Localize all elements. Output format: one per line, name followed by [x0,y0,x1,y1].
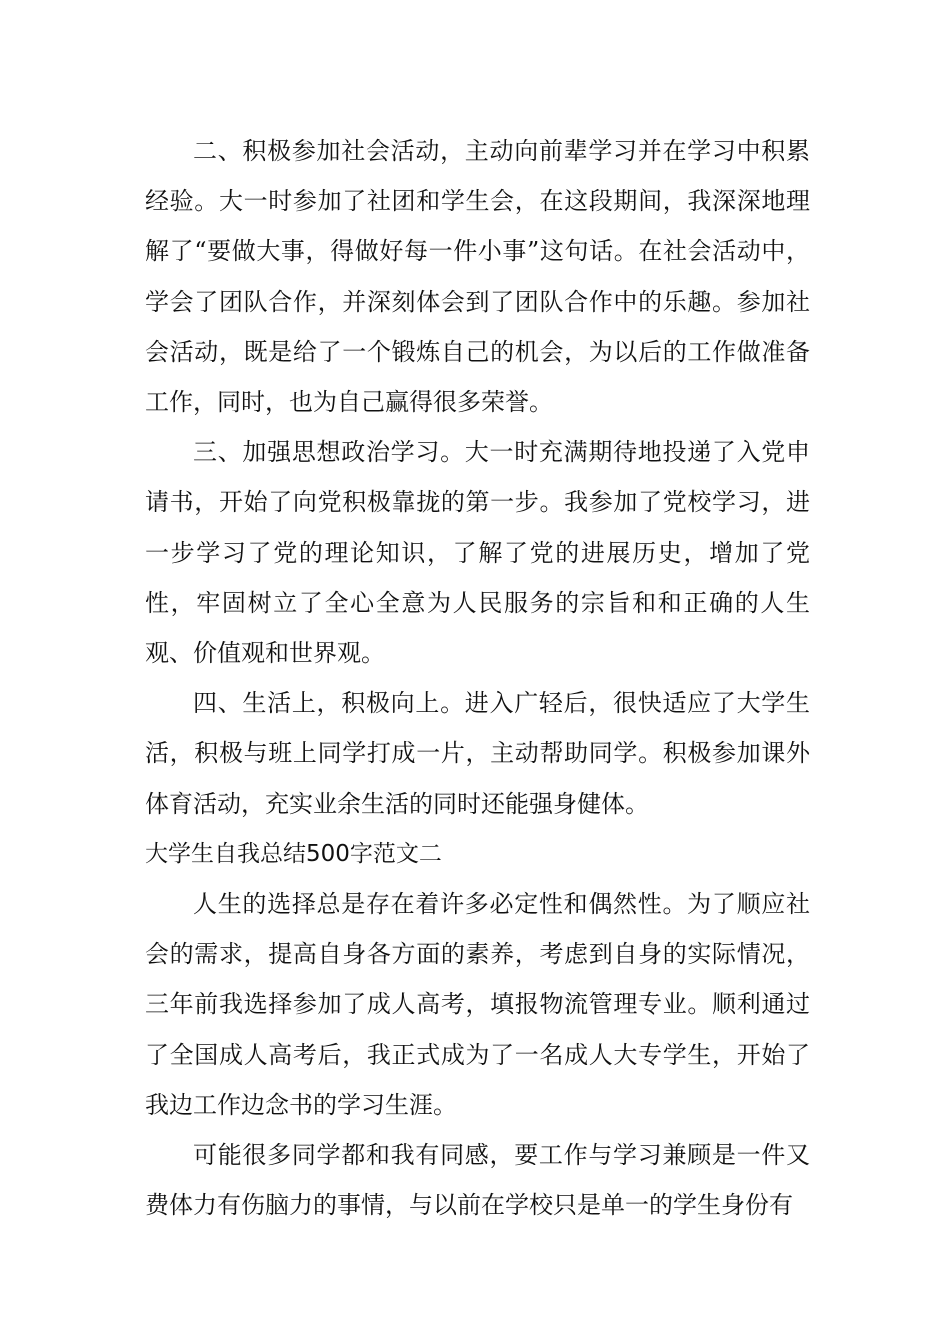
paragraph-political-study: 三、加强思想政治学习。大一时充满期待地投递了入党申请书，开始了向党积极靠拢的第一步。我参加了党校学习，进一步学习了党的理论知识，了解了党的进展历史，增加了党性，牢固树立了全心全意为人民服务的宗旨和和正确的人生观、价值观和世界观。 [145,438,810,668]
section-heading: 大学生自我总结500字范文二 [145,840,442,867]
document-body [145,126,810,1230]
paragraph-life: 四、生活上，积极向上。进入广轻后，很快适应了大学生活，积极与班上同学打成一片，主动帮助同学。积极参加课外体育活动，充实业余生活的同时还能强身健体。 [145,689,810,818]
paragraph-life-choices: 人生的选择总是存在着许多必定性和偶然性。为了顺应社会的需求，提高自身各方面的素养，考虑到自身的实际情况，三年前我选择参加了成人高考，填报物流管理专业。顺利通过了全国成人高考后，我正式成为了一名成人大专学生，开始了我边工作边念书的学习生涯。 [145,890,810,1119]
paragraph-work-study: 可能很多同学都和我有同感，要工作与学习兼顾是一件又费体力有伤脑力的事情，与以前在学校只是单一的学生身份有 [145,1141,810,1220]
paragraph-social-activities: 二、积极参加社会活动，主动向前辈学习并在学习中积累经验。大一时参加了社团和学生会，在这段期间，我深深地理解了“要做大事，得做好每一件小事”这句话。在社会活动中，学会了团队合作，并深刻体会到了团队合作中的乐趣。参加社会活动，既是给了一个锻炼自己的机会，为以后的工作做准备工作，同时，也为自己赢得很多荣誉。 [145,137,810,417]
